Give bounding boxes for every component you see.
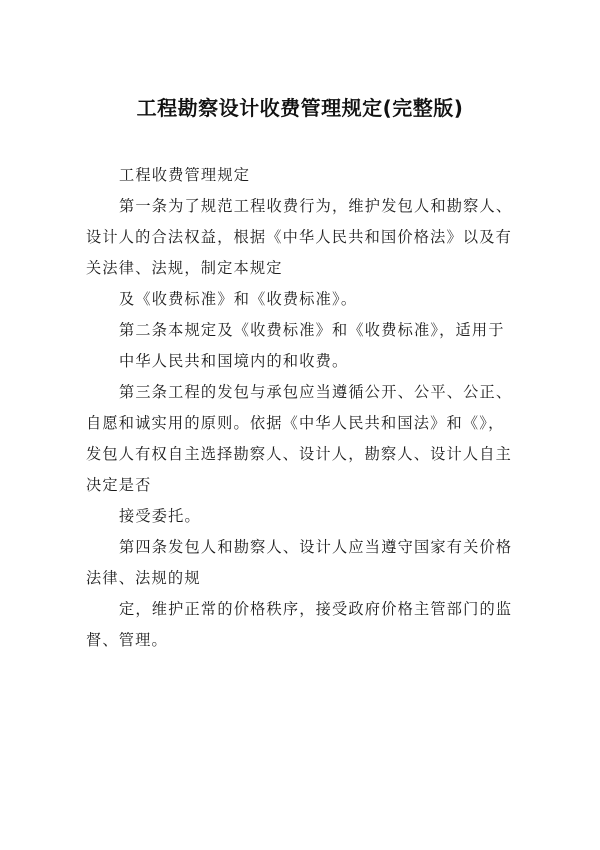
paragraph-article-1-cont: 及《收费标准》和《收费标准》。 [119, 290, 358, 308]
paragraph-heading: 工程收费管理规定 [119, 166, 251, 184]
paragraph-article-2: 第二条本规定及《收费标准》和《收费标准》，适用于 [119, 321, 505, 339]
paragraph-article-1: 第一条为了规范工程收费行为，维护发包人和勘察人、设计人的合法权益，根据《中华人民共和国价格法》以及有关法律、法规，制定本规定 [86, 197, 513, 277]
paragraph-article-4: 第四条发包人和勘察人、设计人应当遵守国家有关价格法律、法规的规 [86, 538, 513, 587]
document-body [86, 160, 516, 656]
paragraph-article-4-cont: 定，维护正常的价格秩序，接受政府价格主管部门的监督、管理。 [86, 600, 513, 649]
document-title: 工程勘察设计收费管理规定(完整版) [136, 96, 464, 120]
paragraph-article-3-cont: 接受委托。 [119, 507, 201, 525]
paragraph-article-3: 第三条工程的发包与承包应当遵循公开、公平、公正、自愿和诚实用的原则。依据《中华人民共和国法》和《》，发包人有权自主选择勘察人、设计人，勘察人、设计人自主决定是否 [86, 383, 513, 494]
paragraph-article-2-cont: 中华人民共和国境内的和收费。 [119, 352, 349, 370]
